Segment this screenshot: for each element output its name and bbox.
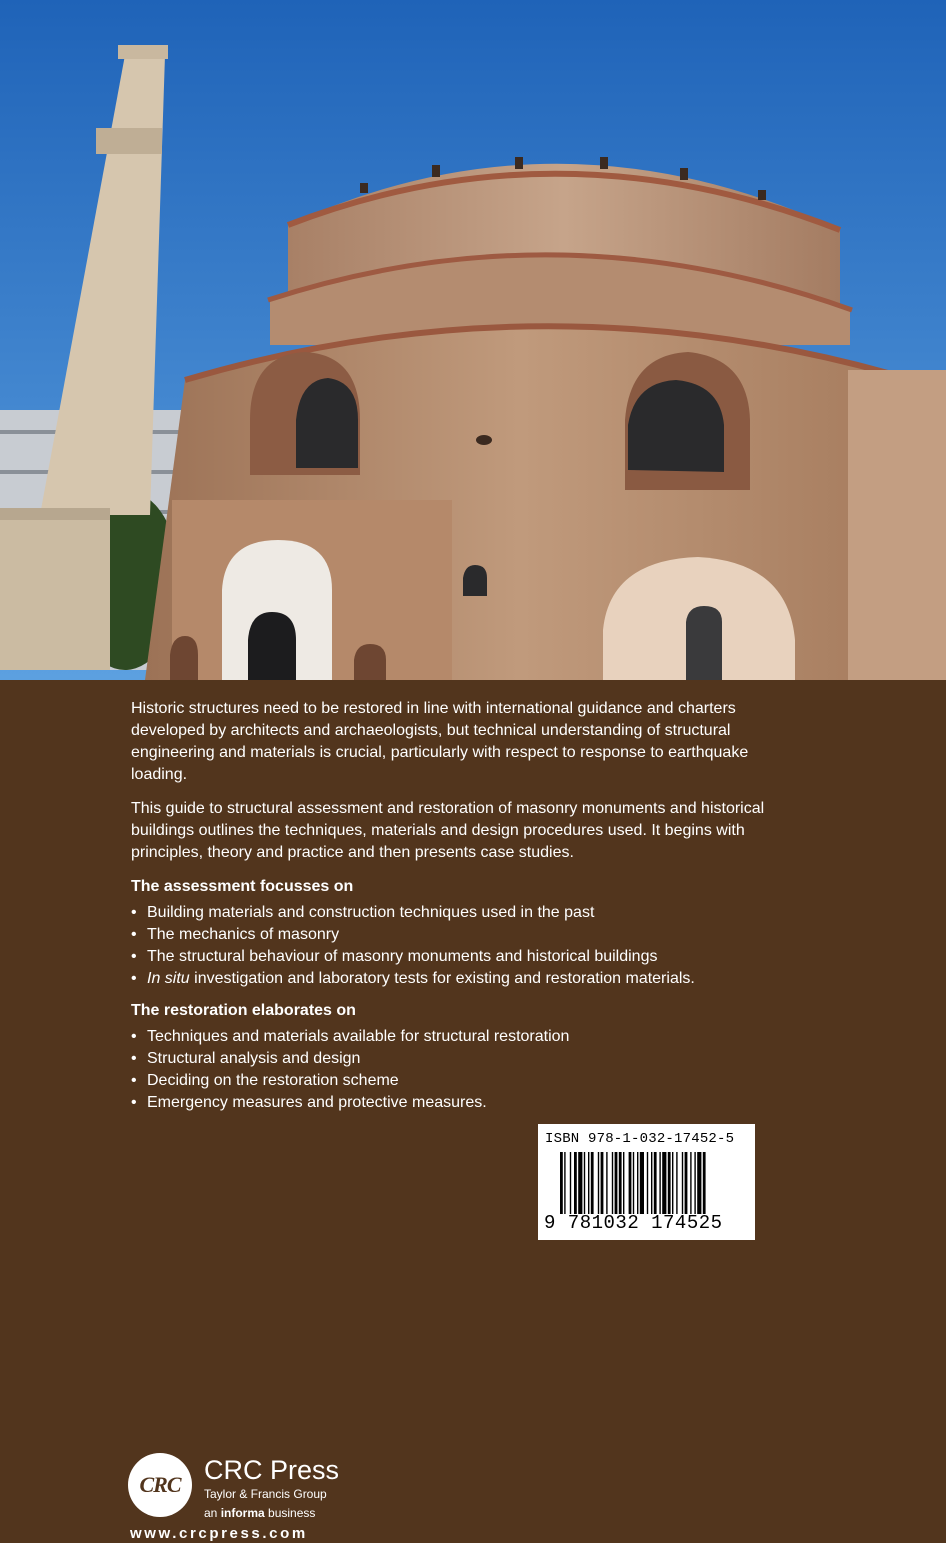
description-panel <box>0 680 946 1542</box>
blurb <box>131 698 771 1124</box>
publisher-name: CRC Press <box>204 1455 340 1485</box>
cover-photo-rotunda <box>0 0 946 680</box>
guide-paragraph: This guide to structural assessment and restoration of masonry monuments and historical buildings outlines the techniques, materials and design procedures used. It begins with principles, theory and practice and then presents case studies. <box>131 800 765 861</box>
crc-logo-icon: CRC <box>128 1453 192 1517</box>
barcode-digits: 9 781032 174525 <box>544 1212 723 1234</box>
publisher-url[interactable]: www.crcpress.com <box>130 1525 308 1542</box>
isbn-label: ISBN 978-1-032-17452-5 <box>545 1131 735 1147</box>
list-item: • Structural analysis and design <box>131 1048 771 1070</box>
assessment-heading: The assessment focusses on <box>131 878 354 895</box>
list-item: • Techniques and materials available for structural restoration <box>131 1026 771 1048</box>
list-item: • The mechanics of masonry <box>131 924 771 946</box>
publisher-logo <box>128 1453 388 1543</box>
publisher-business: an informa business <box>204 1506 316 1520</box>
assessment-list <box>131 902 771 990</box>
list-item: • The structural behaviour of masonry monuments and historical buildings <box>131 946 771 968</box>
publisher-group: Taylor & Francis Group <box>204 1487 327 1501</box>
isbn-barcode <box>538 1124 755 1240</box>
restoration-heading: The restoration elaborates on <box>131 1002 356 1019</box>
restoration-list <box>131 1026 771 1114</box>
intro-paragraph: Historic structures need to be restored in line with international guidance and charters developed by architects and archaeologists, but technical understanding of structural engineering and materials is crucial, particularly with respect to response to earthquake loading. <box>131 700 749 783</box>
list-item: • Deciding on the restoration scheme <box>131 1070 771 1092</box>
list-item-text: investigation and laboratory tests for existing and restoration materials. <box>189 970 695 987</box>
list-item: • Emergency measures and protective measures. <box>131 1092 771 1114</box>
italic-term: In situ <box>147 970 190 987</box>
list-item <box>131 968 771 990</box>
list-item: • Building materials and construction techniques used in the past <box>131 902 771 924</box>
barcode-bars <box>560 1152 746 1214</box>
